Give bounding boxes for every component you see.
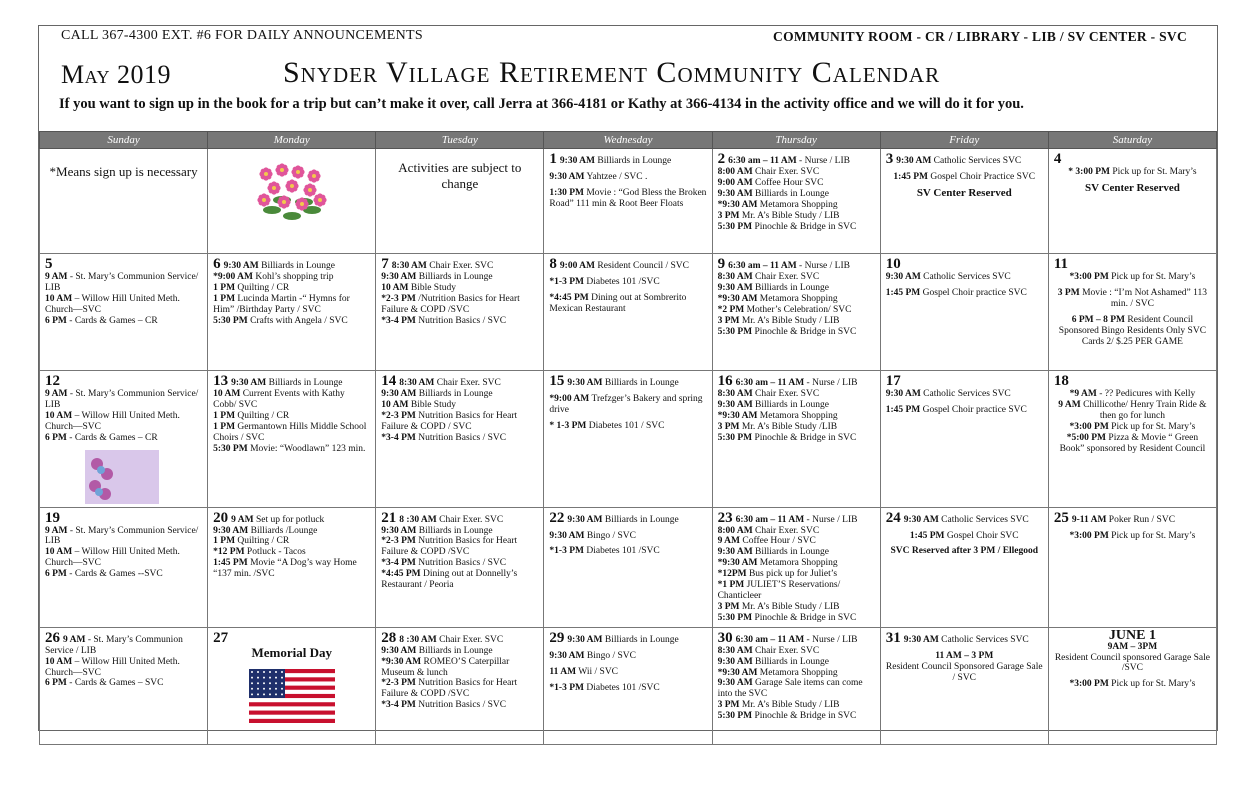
event-line: 1:45 PM Gospel Choir practice SVC	[885, 404, 1027, 415]
day-header	[886, 152, 1043, 167]
event-line: 5:30 PM Pinochle & Bridge in SVC	[717, 711, 857, 722]
first-event: 9:30 AM Billiards in Lounge	[223, 261, 335, 271]
day-number: 21	[381, 509, 397, 526]
event-line: 1 PM Germantown Hills Middle School Choirs / SVC	[213, 421, 367, 443]
first-event: 6:30 am – 11 AM - Nurse / LIB	[728, 156, 850, 166]
american-flag-image	[249, 669, 335, 723]
day-cell-23	[712, 507, 880, 627]
first-event: 6:30 am – 11 AM - Nurse / LIB	[728, 261, 850, 271]
day-header	[718, 257, 875, 272]
day-cell-blank-0	[40, 149, 208, 254]
day-number: 10	[885, 256, 901, 272]
first-event: 9:30 AM Billiards in Lounge	[567, 378, 679, 388]
event-line: 9:30 AM Billiards in Lounge	[381, 272, 493, 282]
day-header	[718, 511, 875, 526]
weekday-saturday: Saturday	[1048, 132, 1216, 149]
event-line: *9:30 AM Metamora Shopping	[717, 558, 838, 569]
weekday-tuesday: Tuesday	[376, 132, 544, 149]
event-line: 3 PM Mr. A’s Bible Study / LIB	[717, 700, 840, 711]
weekday-thursday: Thursday	[712, 132, 880, 149]
day-number: 18	[1053, 373, 1069, 389]
day-number: 30	[717, 629, 733, 646]
event-line: 8:30 AM Chair Exer. SVC	[717, 645, 820, 656]
day-cell-9	[712, 254, 880, 371]
day-cell-29	[544, 627, 712, 744]
event-line: *2-3 PM Nutrition Basics for Heart Failure & COPD /SVC	[381, 678, 518, 700]
event-line: 3 PM Mr. A’s Bible Study /LIB	[717, 421, 838, 432]
day-number: 23	[717, 509, 733, 526]
day-cell-25	[1048, 507, 1216, 627]
day-header	[718, 374, 875, 389]
event-line: 9 AM Coffee Hour / SVC	[717, 536, 816, 547]
first-event: 9:30 AM Billiards in Lounge	[231, 378, 343, 388]
event-line: 1:45 PM Gospel Choir Practice SVC	[893, 172, 1036, 182]
event-line: 9:30 AM Yahtzee / SVC .	[549, 172, 648, 182]
event-line: Service / LIB	[45, 645, 97, 656]
day-cell-3	[880, 149, 1048, 254]
event-line: *3-4 PM Nutrition Basics / SVC	[381, 700, 507, 711]
day-cell-blank-1	[208, 149, 376, 254]
event-line: 9:30 AM Billiards /Lounge	[213, 525, 318, 536]
day-header	[45, 374, 202, 389]
day-number: 12	[45, 373, 60, 389]
first-event: 6:30 am – 11 AM - Nurse / LIB	[735, 634, 858, 645]
day-cell-19	[40, 507, 208, 627]
day-header	[718, 152, 875, 167]
event-line: *9:00 AM Trefzger’s Bakery and spring drive	[549, 394, 703, 415]
day-cell-15	[544, 371, 712, 508]
event-line: *3:00 PM Pick up for St. Mary’s	[1069, 530, 1196, 541]
day-cell-14	[376, 371, 544, 508]
cell-note: Activities are subject to change	[398, 160, 522, 191]
event-line: 6 PM - Cards & Games – SVC	[45, 678, 164, 689]
event-line: 5:30 PM Pinochle & Bridge in SVC	[717, 221, 857, 232]
event-line: 9:30 AM Billiards in Lounge	[717, 547, 829, 558]
event-line: Resident Council Sponsored Garage Sale / SVC	[885, 661, 1043, 683]
first-event: 8:30 AM Chair Exer. SVC	[399, 378, 501, 388]
event-line: *9:30 AM Metamora Shopping	[717, 410, 838, 421]
week-row	[40, 254, 1217, 371]
event-line: *9:30 AM ROMEO’S Caterpillar Museum & lunch	[381, 656, 510, 678]
first-event: 9:30 AM Catholic Services SVC	[896, 156, 1022, 166]
event-line: *1 PM JULIET’S Reservations/ Chanticleer	[717, 580, 841, 601]
event-line: 8:30 AM Chair Exer. SVC	[717, 389, 820, 399]
first-event: 9 AM - St. Mary’s Communion	[63, 634, 183, 645]
day-number: 22	[549, 509, 565, 526]
day-cell-10	[880, 254, 1048, 371]
event-line: 5:30 PM Crafts with Angela / SVC	[213, 315, 348, 326]
day-number: 17	[885, 373, 901, 389]
event-line: *4:45 PM Dining out at Sombrerito Mexican Restaurant	[549, 292, 687, 314]
day-header	[549, 152, 706, 167]
day-header	[381, 631, 538, 646]
day-number: 16	[717, 373, 733, 389]
event-line: 5:30 PM Movie: “Woodlawn” 123 min.	[213, 443, 366, 454]
day-cell-31	[880, 627, 1048, 744]
event-line: 8:30 AM Chair Exer. SVC	[717, 272, 820, 282]
event-line: *3:00 PM Pick up for St. Mary’s	[1069, 421, 1196, 432]
day-number: 25	[1053, 509, 1069, 526]
week-row	[40, 627, 1217, 744]
event-line: 10 AM Current Events with Kathy Cobb/ SVC	[213, 389, 345, 410]
day-header	[549, 631, 706, 646]
page-title: Snyder Village Retirement Community Calendar	[283, 56, 941, 89]
first-event: 8 :30 AM Chair Exer. SVC	[399, 514, 504, 525]
day-cell-24	[880, 507, 1048, 627]
event-line: *1-3 PM Diabetes 101 /SVC	[549, 277, 660, 287]
day-header	[718, 631, 875, 646]
event-line: *1-3 PM Diabetes 101 /SVC	[549, 682, 660, 693]
event-line: 6 PM - Cards & Games --SVC	[45, 569, 163, 580]
day-number: 15	[549, 373, 565, 389]
day-number: 11	[1053, 256, 1069, 272]
event-line: *9:30 AM Metamora Shopping	[717, 199, 838, 210]
day-number: 8	[549, 256, 557, 272]
day-number: 4	[1053, 151, 1062, 167]
day-header	[1054, 152, 1211, 167]
event-line: *2 PM Mother’s Celebration/ SVC	[717, 304, 852, 315]
event-line: 9:30 AM Catholic Services SVC	[885, 272, 1011, 282]
day-cell-20	[208, 507, 376, 627]
day-number: 3	[885, 151, 894, 167]
day-cell-26	[40, 627, 208, 744]
calendar-grid	[39, 131, 1217, 745]
weekday-monday: Monday	[208, 132, 376, 149]
event-line: Resident Council sponsored Garage Sale /SVC	[1054, 652, 1210, 674]
day-cell-11	[1048, 254, 1216, 371]
day-header	[549, 511, 706, 526]
day-header	[886, 631, 1043, 646]
event-line: *3:00 PM Pick up for St. Mary’s	[1069, 272, 1196, 282]
day-header	[45, 511, 202, 526]
day-number: 27	[213, 629, 229, 646]
flowers-image	[252, 160, 332, 226]
day-header	[45, 257, 202, 272]
day-header	[381, 257, 538, 272]
event-line: 1 PM Quilting / CR	[213, 536, 290, 547]
weekday-wednesday: Wednesday	[544, 132, 712, 149]
event-line: *4:45 PM Dining out at Donnelly’s Restaurant / Peoria	[381, 569, 518, 591]
event-line: 9:00 AM Coffee Hour SVC	[717, 177, 824, 188]
day-number: 20	[213, 509, 229, 526]
event-line: * 3:00 PM Pick up for St. Mary’s	[1068, 167, 1197, 177]
day-cell-4	[1048, 149, 1216, 254]
event-line: 9:30 AM Billiards in Lounge	[717, 282, 829, 293]
day-cell-12	[40, 371, 208, 508]
event-line: *3-4 PM Nutrition Basics / SVC	[381, 315, 507, 326]
event-line: *3-4 PM Nutrition Basics / SVC	[381, 558, 507, 569]
event-line: 9 AM Chillicothe/ Henry Train Ride & then go for lunch	[1058, 399, 1207, 421]
event-line: 5:30 PM Pinochle & Bridge in SVC	[717, 612, 857, 623]
weekday-sunday: Sunday	[40, 132, 208, 149]
event-line: *2-3 PM /Nutrition Basics for Heart Failure & COPD /SVC	[381, 293, 520, 315]
event-line: 9:30 AM Billiards in Lounge	[717, 188, 829, 199]
event-line: 9 AM - St. Mary’s Communion Service/ LIB	[45, 525, 199, 547]
event-line: 10 AM Bible Study	[381, 399, 456, 410]
event-line: 11 AM Wii / SVC	[549, 666, 619, 677]
day-cell-28	[376, 627, 544, 744]
event-line: 5:30 PM Pinochle & Bridge in SVC	[717, 432, 857, 443]
event-line: 1:30 PM Movie : “God Bless the Broken Road” 111 min & Root Beer Floats	[549, 187, 707, 209]
event-line: 10 AM – Willow Hill United Meth. Church—SVC	[45, 410, 180, 432]
event-line: 1:45 PM Gospel Choir practice SVC	[885, 287, 1027, 298]
event-line: 3 PM Mr. A’s Bible Study / LIB	[717, 210, 840, 221]
day-cell-1	[544, 149, 712, 254]
first-event: 9:30 AM Catholic Services SVC	[903, 514, 1029, 525]
cell-note: *Means sign up is necessary	[49, 164, 198, 179]
event-line: 9AM – 3PM	[1107, 641, 1158, 652]
week-row	[40, 149, 1217, 254]
day-cell-6	[208, 254, 376, 371]
day-cell-16	[712, 371, 880, 508]
first-event: 9:00 AM Resident Council / SVC	[559, 261, 689, 271]
day-cell-13	[208, 371, 376, 508]
event-line: SV Center Reserved	[916, 186, 1012, 199]
day-header	[381, 374, 538, 389]
event-line: 5:30 PM Pinochle & Bridge in SVC	[717, 326, 857, 337]
event-line: *9 AM - ?? Pedicures with Kelly	[1069, 389, 1196, 399]
day-cell-27	[208, 627, 376, 744]
day-cell-june-1	[1048, 627, 1216, 744]
event-line: 9:30 AM Billiards in Lounge	[717, 399, 829, 410]
first-event: 9 AM Set up for potluck	[231, 514, 325, 525]
day-number: 9	[717, 256, 726, 272]
mothers-day-card-image	[85, 450, 159, 504]
event-line: 9:30 AM Bingo / SVC	[549, 650, 636, 661]
location-legend: COMMUNITY ROOM - CR / LIBRARY - LIB / SV CENTER - SVC	[773, 29, 1187, 44]
day-header	[886, 511, 1043, 526]
day-header	[886, 257, 1043, 272]
day-cell-8	[544, 254, 712, 371]
first-event: 9:30 AM Billiards in Lounge	[567, 634, 679, 645]
day-number: 6	[213, 256, 221, 272]
day-number: 1	[549, 151, 557, 167]
day-number: 14	[381, 373, 397, 389]
event-line: 3 PM Movie : “I’m Not Ashamed” 113 min. / SVC	[1057, 287, 1208, 309]
day-number: 31	[885, 629, 901, 646]
event-line: 9:30 AM Bingo / SVC	[549, 530, 636, 541]
day-number: 28	[381, 629, 397, 646]
event-line: *3-4 PM Nutrition Basics / SVC	[381, 432, 507, 443]
event-line: 6 PM - Cards & Games – CR	[45, 432, 158, 443]
event-line: 1 PM Quilting / CR	[213, 410, 290, 421]
day-number: 19	[45, 509, 60, 526]
event-line: 1 PM Lucinda Martin -“ Hymns for Him” /Birthday Party / SVC	[213, 293, 350, 315]
event-line: *12 PM Potluck - Tacos	[213, 547, 306, 558]
day-header	[549, 374, 706, 389]
event-line: 6 PM - Cards & Games – CR	[45, 315, 158, 326]
holiday-label: Memorial Day	[251, 644, 332, 660]
event-line: *5:00 PM Pizza & Movie “ Green Book” sponsored by Resident Council	[1059, 432, 1206, 454]
day-cell-7	[376, 254, 544, 371]
first-event: 8:30 AM Chair Exer. SVC	[391, 261, 494, 271]
event-line: 10 AM – Willow Hill United Meth. Church—SVC	[45, 547, 180, 569]
event-line: *2-3 PM Nutrition Basics for Heart Failure & COPD /SVC	[381, 536, 518, 558]
event-line: 1:45 PM Movie “A Dog’s way Home “137 min. /SVC	[213, 558, 357, 580]
event-line: 9:30 AM Billiards in Lounge	[381, 645, 493, 656]
event-line: 9 AM - St. Mary’s Communion Service/ LIB	[45, 272, 199, 293]
event-line: *9:00 AM Kohl’s shopping trip	[213, 272, 334, 282]
day-number: 2	[717, 151, 726, 167]
day-number: 7	[381, 256, 389, 272]
event-line: 8:00 AM Chair Exer. SVC	[717, 167, 820, 177]
event-line: 1:45 PM Gospel Choir SVC	[909, 530, 1019, 541]
event-line: *2-3 PM Nutrition Basics for Heart Failure & COPD / SVC	[381, 410, 518, 432]
signup-instructions: If you want to sign up in the book for a trip but can’t make it over, call Jerra at 366-4181 or Kathy at 366-4134 in the activity office and we will do it for you.	[59, 96, 1024, 112]
month-label: May 2019	[61, 60, 171, 89]
day-cell-22	[544, 507, 712, 627]
day-header	[1054, 257, 1211, 272]
day-number: 13	[213, 373, 229, 389]
event-line: 9:30 AM Billiards in Lounge	[717, 656, 829, 667]
event-line: 10 AM – Willow Hill United Meth. Church—SVC	[45, 293, 180, 315]
day-cell-2	[712, 149, 880, 254]
day-header	[213, 511, 370, 526]
day-number: JUNE 1	[1108, 627, 1156, 643]
day-number: 5	[45, 256, 53, 272]
day-header	[886, 374, 1043, 389]
day-header	[213, 374, 370, 389]
day-cell-blank-2	[376, 149, 544, 254]
weekday-header-row	[40, 132, 1217, 149]
first-event: 8 :30 AM Chair Exer. SVC	[399, 634, 504, 645]
announcement-phone: CALL 367-4300 EXT. #6 FOR DAILY ANNOUNCEMENTS	[61, 28, 423, 43]
week-row	[40, 507, 1217, 627]
event-line: SV Center Reserved	[1084, 181, 1180, 194]
day-cell-18	[1048, 371, 1216, 508]
event-line: *12PM Bus pick up for Juliet’s	[717, 569, 838, 580]
week-row	[40, 371, 1217, 508]
event-line: 1 PM Quilting / CR	[213, 282, 290, 293]
event-line: 10 AM Bible Study	[381, 282, 456, 293]
day-cell-17	[880, 371, 1048, 508]
first-event: 9:30 AM Catholic Services SVC	[903, 634, 1029, 645]
first-event: 6:30 am – 11 AM - Nurse / LIB	[735, 378, 858, 388]
weekday-friday: Friday	[880, 132, 1048, 149]
event-line: 3 PM Mr. A’s Bible Study / LIB	[717, 315, 840, 326]
event-line: 9:30 AM Garage Sale items can come into the SVC	[717, 678, 863, 700]
event-line: SVC Reserved after 3 PM / Ellegood	[890, 546, 1039, 557]
day-header	[45, 631, 202, 646]
day-header	[1054, 511, 1211, 526]
event-line: 3 PM Mr. A’s Bible Study / LIB	[717, 601, 840, 612]
day-header	[213, 257, 370, 272]
event-line: 9 AM - St. Mary’s Communion Service/ LIB	[45, 389, 199, 410]
first-event: 9:30 AM Billiards in Lounge	[567, 514, 679, 525]
event-line: 8:00 AM Chair Exer. SVC	[717, 525, 820, 536]
first-event: 6:30 am – 11 AM - Nurse / LIB	[735, 514, 858, 525]
event-line: 9:30 AM Catholic Services SVC	[885, 389, 1011, 399]
event-line: 9:30 AM Billiards in Lounge	[381, 389, 493, 399]
event-line: 11 AM – 3 PM	[935, 650, 994, 661]
day-header	[549, 257, 706, 272]
day-header	[213, 631, 370, 646]
event-line: 6 PM – 8 PM Resident Council Sponsored Bingo Residents Only SVC Cards 2/ $.25 PER GAME	[1058, 314, 1207, 347]
first-event: 9-11 AM Poker Run / SVC	[1071, 514, 1176, 525]
event-line: *9:30 AM Metamora Shopping	[717, 293, 838, 304]
first-event: 9:30 AM Billiards in Lounge	[559, 156, 672, 166]
day-header	[381, 511, 538, 526]
day-header	[1054, 374, 1211, 389]
day-number: 26	[45, 629, 60, 646]
day-number: 29	[549, 629, 565, 646]
event-line: *1-3 PM Diabetes 101 /SVC	[549, 546, 660, 557]
day-cell-21	[376, 507, 544, 627]
day-cell-30	[712, 627, 880, 744]
day-number: 24	[885, 509, 901, 526]
calendar-frame	[38, 25, 1218, 731]
event-line: * 1-3 PM Diabetes 101 / SVC	[549, 420, 665, 431]
event-line: *3:00 PM Pick up for St. Mary’s	[1069, 679, 1196, 690]
event-line: 9:30 AM Billiards in Lounge	[381, 525, 493, 536]
event-line: 10 AM – Willow Hill United Meth. Church—SVC	[45, 656, 180, 678]
event-line: *9:30 AM Metamora Shopping	[717, 667, 838, 678]
day-cell-5	[40, 254, 208, 371]
